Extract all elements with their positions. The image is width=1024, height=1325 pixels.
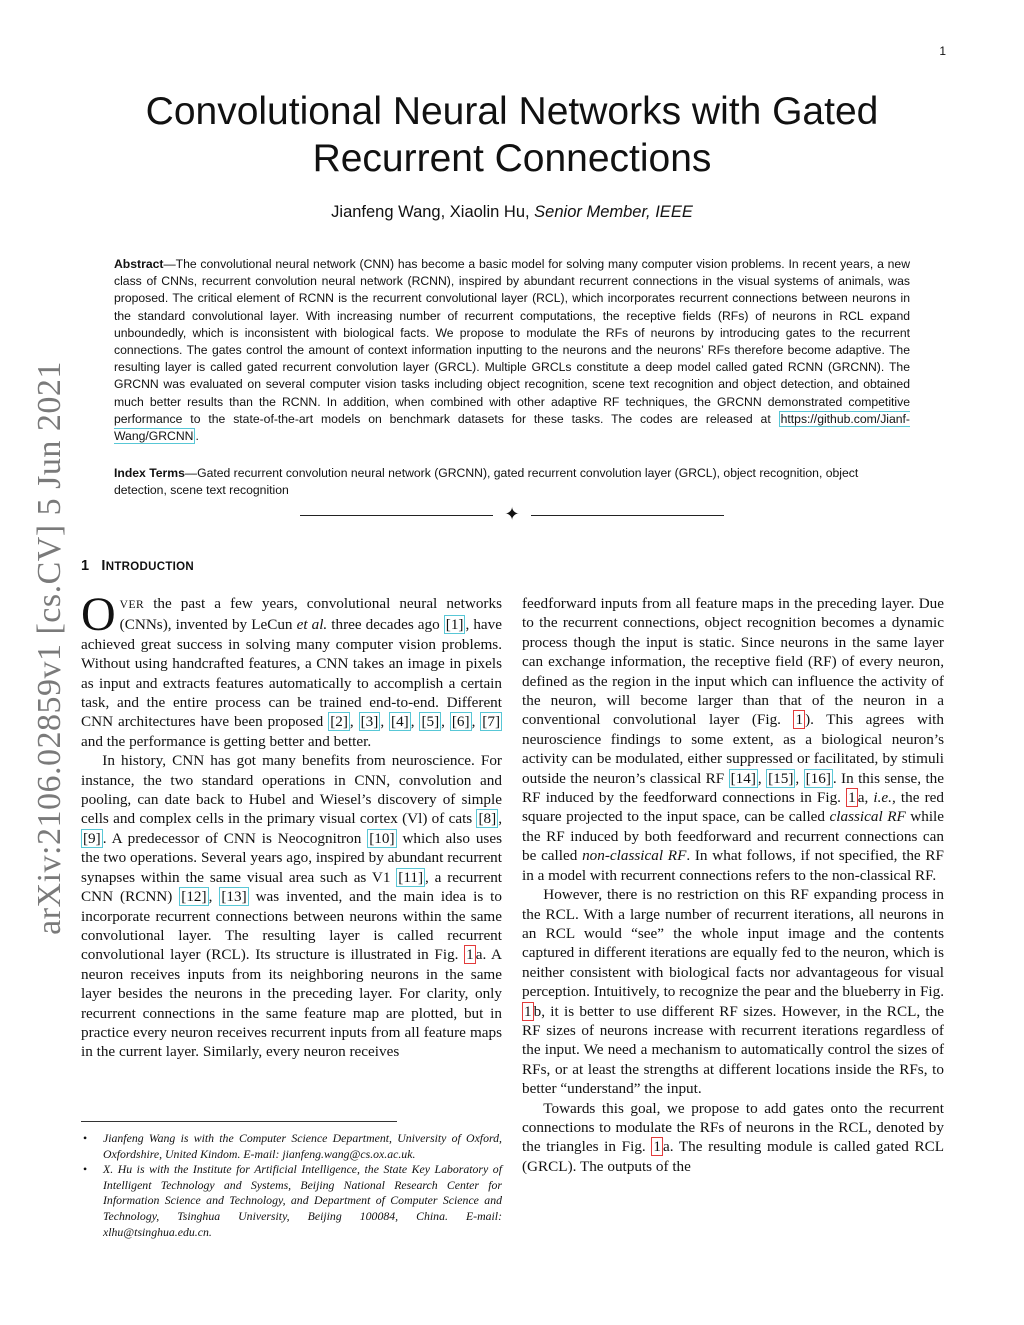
paper-title bbox=[112, 88, 912, 182]
footnote-text: X. Hu is with the Institute for Artificial Intelligence, the State Key Laboratory of Intelligent Technology and Systems, Beijing National Research Center for Information Science and Technology, and Department of Computer Science and Technology, Tsinghua University, Beijing 100084, China. E-mail: xlhu@tsinghua.edu.cn. bbox=[103, 1162, 502, 1239]
citation-link[interactable]: [15] bbox=[768, 769, 794, 787]
abstract bbox=[114, 256, 910, 445]
citation-link[interactable]: [3] bbox=[360, 713, 379, 731]
text-run: . A predecessor of CNN is Neocognitron bbox=[102, 829, 368, 847]
small-caps-word: VER bbox=[119, 599, 145, 611]
text-run: the past a few years, convolutional neural networks (CNNs), invented by LeCun bbox=[119, 595, 502, 634]
citation-link[interactable]: [13] bbox=[221, 888, 247, 906]
citation-link[interactable]: [1] bbox=[445, 616, 464, 634]
text-italic: classical RF bbox=[829, 808, 906, 826]
text-italic: i.e. bbox=[873, 789, 892, 807]
bullet-icon: • bbox=[83, 1162, 88, 1177]
intro-paragraph-4 bbox=[522, 885, 944, 1098]
title-line-2: Recurrent Connections bbox=[312, 137, 712, 180]
text-run: three decades ago bbox=[327, 616, 444, 634]
citation-link[interactable]: [12] bbox=[181, 888, 207, 906]
footnote-text: Jianfeng Wang is with the Computer Science Department, University of Oxford, Oxfordshire, United Kindom. E-mail: jianfeng.wang@cs.ox.ac.uk. bbox=[103, 1131, 502, 1161]
section-title-initial: I bbox=[101, 558, 106, 574]
footnote-separator bbox=[81, 1121, 397, 1122]
text-run: Towards this goal, we propose to add gates onto the recurrent connections to modulate the RFs of neurons in the RCL, denoted by the triangles in Fig. bbox=[522, 1099, 944, 1156]
citation-link[interactable]: [6] bbox=[451, 713, 470, 731]
text-run: which also uses the two operations. Several years ago, inspired by abundant recurrent synapses within the same visual area such as V1 bbox=[81, 829, 502, 886]
text-italic: et al. bbox=[296, 616, 328, 634]
citation-link[interactable]: [2] bbox=[330, 713, 348, 731]
citation-link[interactable]: [14] bbox=[730, 769, 756, 787]
arxiv-identifier-stamp: arXiv:2106.02859v1 [cs.CV] 5 Jun 2021 bbox=[31, 361, 68, 935]
text-run: while the RF induced by both feedforward and recurrent connections can be called bbox=[522, 808, 945, 865]
page-number: 1 bbox=[939, 44, 946, 58]
citation-link[interactable]: [5] bbox=[421, 713, 440, 731]
abstract-text: —The convolutional neural network (CNN) has become a basic model for solving many computer vision problems. In recent years, a new class of CNNs, recurrent convolution neural network (RCNN), inspired by abundant recurrent connections in the visual systems of animals, was proposed. The critical element of RCNN is the recurrent convolutional layer (RCL), which incorporates recurrent connections between neurons in the standard convolutional layer. With increasing number of recurrent computations, the receptive fields (RFs) of neurons in RCL expand unboundedly, which is inconsistent with biological facts. We propose to modulate the RFs of neurons by introducing gates to the recurrent connections. The gates control the amount of context information inputting to the neurons and the neurons’ RFs therefore become adaptive. The resulting layer is called gated recurrent convolution layer (GRCL). Multiple GRCLs constitute a deep model called gated RCNN (GRCNN). The GRCNN was evaluated on several computer vision tasks including object recognition, scene text recognition and object detection, and obtained much better results than the RCNN. In addition, when combined with other adaptive RF techniques, the GRCNN demonstrated competitive performance to the state-of-the-art models on benchmark datasets for these tasks. The codes are released at bbox=[114, 257, 910, 426]
index-terms bbox=[114, 465, 910, 499]
citation-link[interactable]: [7] bbox=[482, 713, 501, 731]
figure-link[interactable]: 1 bbox=[848, 789, 856, 807]
text-run: , a recurrent CNN (RCNN) bbox=[81, 868, 503, 906]
divider-star-icon: ✦ bbox=[504, 504, 520, 524]
citation-link[interactable]: [8] bbox=[478, 810, 497, 828]
section-title-rest: NTRODUCTION bbox=[105, 561, 194, 573]
text-run: , the red square projected to the input space, can be called bbox=[522, 789, 944, 826]
intro-paragraph-3: feedforward inputs from all feature maps in the preceding layer. Due to the recurrent connections, object recognition becomes a dynamic process though the input is static. Since neurons in the same layer can exchange information, the receptive field (RF) of every neuron, defined as the region in the input which can influence the activity of the neuron, will become larger than that of the neuron in a conventional convolutional layer (Fig. 1 ). This agrees with neuroscience findings to some extent, as a biological neuron’s activity can be modulated, either suppressed or facilitated, by stimuli outside the neuron’s classical RF [14] , [15] , [16] . In this sense, the RF induced by the feedforward connections in Fig. 1 a, i.e., the red square projected to the input space, can be called classical RF while the RF induced by both feedforward and recurrent connections can be called non-classical RF. In what follows, if not specified, the RF in a model with recurrent connections refers to the non-classical RF. bbox=[522, 595, 945, 884]
text-run: feedforward inputs from all feature maps in the preceding layer. Due to the recurrent connections, object recognition becomes a dynamic process though the input is static. Since neurons in the same layer can exchange information, the receptive field (RF) of every neuron, defined as the region in the input which can influence the activity of the neuron, will become larger than that of the neuron in a conventional convolutional layer (Fig. bbox=[522, 595, 944, 729]
section-divider bbox=[300, 506, 724, 526]
left-column bbox=[81, 588, 503, 1062]
text-run: a. A neuron receives inputs from its neighboring neurons in the same layer besides the neurons in the preceding layer. For clarity, only recurrent connections in the same feature map are plotted, but in practice every neuron receives recurrent inputs from all feature maps in the current layer. Similarly, every neuron receives bbox=[81, 946, 503, 1061]
bullet-icon: • bbox=[83, 1131, 88, 1145]
section-number: 1 bbox=[81, 558, 90, 574]
author-footnotes bbox=[81, 1131, 502, 1240]
divider-line-right bbox=[531, 515, 724, 516]
citation-link[interactable]: [9] bbox=[83, 829, 101, 847]
text-run: . In this sense, the RF induced by the feedforward connections in Fig. bbox=[522, 769, 945, 807]
intro-paragraph-1: OVER the past a few years, convolutional neural networks (CNNs), invented by LeCun et al. three decades ago [1] , have achieved great success in solving many computer vision problems. Without using handcrafted features, a CNN takes an image in pixels as input and extracts features automatically to accomplish a certain task, and the entire process can be trained end-to-end. Different CNN architectures have been proposed [2] , [3] , [4] , [5] , [6] , [7] and the performance is getting better and better. bbox=[81, 588, 503, 750]
intro-paragraph-2: In history, CNN has got many benefits from neuroscience. For instance, the two standard operations in CNN, convolution and pooling, can date back to Hubel and Wiesel’s discovery of simple cells and complex cells in the primary visual cortex (Vl) of cats [8] , [9] . A predecessor of CNN is Neocognitron [10] which also uses the two operations. Several years ago, inspired by abundant recurrent synapses within the same visual area such as V1 [11] , a recurrent CNN (RCNN) [12] , [13] was invented, and the main idea is to incorporate recurrent connections between neurons within the same convolutional layer. The resulting layer is called recurrent convolutional layer (RCL). Its structure is illustrated in Fig. 1 a. A neuron receives inputs from its neighboring neurons in the same layer besides the neurons in the preceding layer. For clarity, only recurrent connections in the same feature map are plotted, but in practice every neuron receives recurrent inputs from all feature maps in the current layer. Similarly, every neuron receives bbox=[81, 752, 503, 1061]
section-heading-introduction bbox=[81, 558, 194, 574]
text-run: However, there is no restriction on this RF expanding process in the RCL. With a large number of recurrent iterations, all neurons in an RCL would “see” the whole input image and the contents captured in different iterations are equally fed to the neuron, which is neither consistent with biological facts nor advantageous for visual perception. Intuitively, to recognize the pear and the blueberry in Fig. bbox=[522, 886, 945, 1001]
text-run: In history, CNN has got many benefits from neuroscience. For instance, the two standard operations in CNN, convolution and pooling, can date back to Hubel and Wiesel’s discovery of simple cells and complex cells in the primary visual cortex (Vl) of cats bbox=[81, 752, 502, 828]
citation-link[interactable]: [4] bbox=[391, 713, 409, 731]
figure-link[interactable]: 1 bbox=[524, 1002, 532, 1020]
index-terms-text: —Gated recurrent convolution neural network (GRCNN), gated recurrent convolution layer (GRCL), object recognition, object detection, scene text recognition bbox=[114, 466, 859, 498]
text-run: a, bbox=[857, 789, 874, 807]
text-run: and the performance is getting better and better. bbox=[81, 732, 372, 750]
text-run: ). This agrees with neuroscience findings to some extent, as a biological neuron’s activity can be modulated, either suppressed or facilitated, by stimuli outside the neuron’s classical RF bbox=[522, 711, 944, 787]
citation-link[interactable]: [16] bbox=[805, 769, 831, 787]
footnote-item bbox=[81, 1162, 502, 1240]
right-column bbox=[522, 594, 944, 1176]
figure-link[interactable]: 1 bbox=[653, 1138, 661, 1156]
text-run: was invented, and the main idea is to incorporate recurrent connections between neurons within the same convolutional layer. The resulting layer is called recurrent convolutional layer (RCL). Its structure is illustrated in Fig. bbox=[81, 888, 502, 964]
text-run: . In what follows, if not specified, the RF in a model with recurrent connections refers to the non-classical RF. bbox=[522, 847, 944, 884]
text-run: , have achieved great success in solving many computer vision problems. Without using handcrafted features, a CNN takes an image in pixels as input and extracts features automatically to accomplish a certain task, and the entire process can be trained end-to-end. Different CNN architectures have been proposed bbox=[81, 616, 503, 731]
title-line-1: Convolutional Neural Networks with Gated bbox=[145, 90, 879, 133]
figure-link[interactable]: 1 bbox=[795, 711, 804, 729]
author-line bbox=[112, 203, 912, 222]
citation-link[interactable]: [10] bbox=[369, 829, 395, 847]
abstract-end: . bbox=[195, 429, 199, 444]
citation-link[interactable]: [11] bbox=[398, 868, 424, 886]
abstract-label: Abstract bbox=[114, 257, 164, 271]
index-terms-label: Index Terms bbox=[114, 466, 185, 480]
text-italic: non-classical RF bbox=[582, 847, 687, 865]
text-run: a. The resulting module is called gated RCL (GRCL). The outputs of the bbox=[522, 1138, 944, 1175]
code-repository-link[interactable]: https://github.com/Jianf-Wang/GRCNN bbox=[114, 411, 910, 444]
figure-link[interactable]: 1 bbox=[466, 946, 474, 964]
intro-paragraph-5 bbox=[522, 1099, 944, 1177]
author-role: Senior Member, IEEE bbox=[534, 203, 693, 221]
text-run: b, it is better to use different RF sizes. However, in the RCL, the RF sizes of neurons increase with recurrent iterations regardless of the input. We need a mechanism to automatically control the sizes of RFs, or at least the strengths at different locations inside the RFs, to better “understand” the input. bbox=[522, 1002, 944, 1098]
drop-cap: O bbox=[81, 588, 116, 641]
author-names: Jianfeng Wang, Xiaolin Hu, bbox=[331, 203, 535, 221]
footnote-item bbox=[81, 1131, 502, 1162]
